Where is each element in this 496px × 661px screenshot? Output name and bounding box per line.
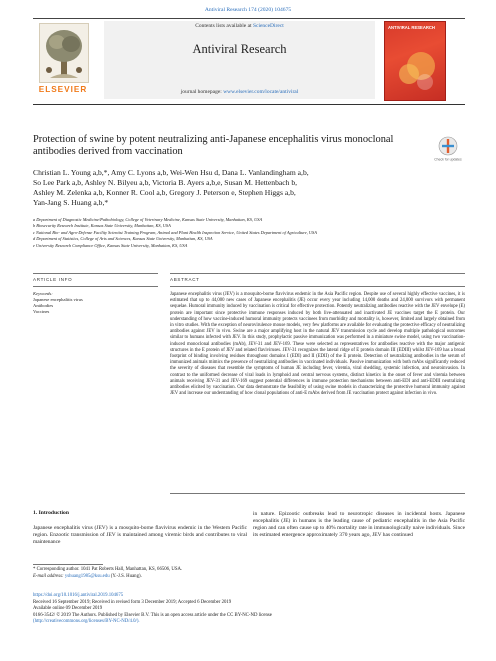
email-link[interactable]: yshuang1985@ksu.edu <box>64 573 110 579</box>
affiliation: a Department of Diagnostic Medicine/Pathobiology, College of Veterinary Medicine, Kansas State University, Manhattan, KS, USA <box>33 217 263 222</box>
journal-cover-image[interactable] <box>384 21 446 101</box>
affiliation-list <box>33 217 463 249</box>
crossmark-label: Check for updates <box>434 157 462 162</box>
homepage-prefix: journal homepage: <box>180 89 224 95</box>
keyword-item: Antibodies <box>33 302 54 308</box>
affiliation: d Department of Statistics, College of Arts and Sciences, Kansas State University, Manhattan, KS, USA <box>33 236 213 242</box>
elsevier-tree-icon <box>39 23 89 83</box>
journal-banner-background <box>104 21 375 99</box>
abstract-heading-rule <box>170 286 465 287</box>
received-dates: Received 16 September 2019; Received in revised form 3 December 2019; Accepted 6 December 2019 <box>33 599 232 605</box>
keywords-block <box>33 291 158 315</box>
corresponding-author-note: * Corresponding author. 1041 Pat Roberts Hall, Manhattan, KS, 66506, USA. <box>33 567 183 572</box>
crossmark-icon[interactable] <box>434 136 462 162</box>
email-label: E-mail address: <box>33 573 65 579</box>
author-line: Christian L. Young a,b,*, Amy C. Lyons a,b, Wei-Wen Hsu d, Dana L. Vanlandingham a,b, <box>33 168 309 177</box>
journal-homepage-link[interactable]: www.elsevier.com/locate/antiviral <box>223 89 299 95</box>
affiliation: e University Research Compliance Office, Kansas State University, Manhattan, KS, USA <box>33 242 188 248</box>
keyword-item: Japanese encephalitis virus <box>33 296 83 302</box>
introduction-heading: 1. Introduction <box>33 510 69 516</box>
journal-homepage-line <box>104 89 375 95</box>
contents-prefix: Contents lists available at <box>195 23 253 29</box>
license-link[interactable]: (http://creativecommons.org/licenses/BY-NC-ND/4.0/). <box>33 619 140 625</box>
footnote-rule <box>33 564 103 565</box>
header-bottom-rule <box>33 104 465 105</box>
author-line: Ashley M. Zelenka a,b, Konner R. Cool a,b, Gregory J. Peterson e, Stephen Higgs a,b, <box>33 188 296 197</box>
affiliation: c National Bio- and Agro-Defense Facility Scientist Training Program, Animal and Plant Health Inspection Service, United States Department of Agriculture, USA <box>33 229 317 235</box>
article-info-heading: ARTICLE INFO <box>33 277 73 282</box>
elsevier-logo[interactable] <box>33 21 93 99</box>
author-list <box>33 168 453 208</box>
abstract-top-rule <box>170 273 465 274</box>
journal-title: Antiviral Research <box>192 42 287 56</box>
keywords-label: Keywords: <box>33 291 53 296</box>
footnotes <box>33 567 413 580</box>
article-info-bottom-rule <box>33 286 158 287</box>
available-online-date: Available online 09 December 2019 <box>33 606 103 612</box>
abstract-heading: ABSTRACT <box>170 277 200 282</box>
article-history-block <box>33 593 463 626</box>
cover-title: ANTIVIRAL RESEARCH <box>388 25 435 30</box>
doi-link[interactable]: https://doi.org/10.1016/j.antiviral.2019.104675 <box>33 593 124 598</box>
author-line: So Lee Park a,b, Ashley N. Bilyeu a,b, Victoria B. Ayers a,b,e, Susan M. Hettenbach b, <box>33 178 298 187</box>
abstract-body: Japanese encephalitis virus (JEV) is a mosquito-borne flavivirus endemic in the Asia Pacific region. Despite use of several highly effective vaccines, it is estimated that up to 44,000 new cases of Japanese encephalitis (JE) occur every year including 14,000 deaths and 24,000 survivors with permanent sequelae. Humoral immunity induced by vaccination is critical for effective protection. Potently neutralizing antibodies reactive with the JEV envelope (E) protein are important since protective immune responses induced by both live-attenuated and inactivated JE vaccines target the E protein. Our understanding of how vaccine-induced humoral immunity protects vaccinees from morbidity and mortality is, however, limited and largely obtained from in vitro studies. With the exception of neurovirulence mouse models, very few platforms are available for evaluating the protective efficacy of neutralizing antibodies against JEV in vivo. Swine are a major amplifying host in the natural JEV transmission cycle and develop multiple pathological outcomes similar to humans infected with JEV. In this study, prophylactic passive immunization was performed in a miniature swine model, using two vaccination-induced monoclonal antibodies (mAb), JEV-31 and JEV-169. These were selected as representatives for antibodies reactive with the major antigenic structures in the E protein of JEV and related flaviviruses. JEV-31 recognizes the lateral ridge of E protein domain III (EDIII) whilst JEV-169 has a broad footprint of binding involving residues throughout domains I (EDI) and II (EDII) of the E protein. Detection of neutralizing antibodies in the serum of immunized animals mimics the presence of neutralizing antibodies in vaccinated individuals. Passive immunization with both mAbs significantly reduced the severity of diseases that resemble the symptoms of human JE including fever, viremia, viral shedding, systemic infection, and neuroinvasion. In contrast to the uniformed decrease of viral loads in lymphoid and central nervous systems, distinct kinetics in the onset of fever and viremia between animals receiving JEV-31 and JEV-169 suggest potential differences in immune protection mechanisms between anti-EDI and anti-EDIII neutralizing antibodies elicited by vaccination. Our data demonstrate the feasibility of using swine models in characterizing the protective humoral immunity against JEV and increase our understanding of how clonal populations of anti-E mAbs derived from JE vaccination protect against infection in vivo. <box>170 292 465 397</box>
header-top-rule <box>33 18 465 19</box>
keyword-item: Vaccines <box>33 308 50 314</box>
article-title: Protection of swine by potent neutralizing anti-Japanese encephalitis virus monoclonal antibodies derived from vaccination <box>33 134 394 158</box>
introduction-column-right: in nature. Epizootic outbreaks lead to neurotropic diseases in incidental hosts. Japanese encephalitis (JE) in humans is the leading cause of pediatric encephalitis in the Asia Pacific region and can often cause up to 40% mortality rate in immunologically naive individuals. Since its estimated emergence approximately 370 years ago, JEV has continued <box>253 511 465 539</box>
license-line: 0166-3542/ © 2019 The Authors. Published by Elsevier B.V. This is an open access article under the CC BY-NC-ND license <box>33 612 272 618</box>
affiliation: b Biosecurity Research Institute, Kansas State University, Manhattan, KS, USA <box>33 223 171 229</box>
email-note <box>33 574 413 581</box>
email-suffix: (Y.-J.S. Huang). <box>109 573 142 579</box>
author-line: Yan-Jang S. Huang a,b,* <box>33 198 109 207</box>
journal-reference[interactable]: Antiviral Research 174 (2020) 104675 <box>204 7 292 13</box>
sciencedirect-link[interactable]: ScienceDirect <box>252 23 284 29</box>
introduction-column-left: Japanese encephalitis virus (JEV) is a mosquito-borne flavivirus endemic in the Western Pacific region. Enzootic transmission of JEV is maintained among viremic birds and contributes to viral maintenance <box>33 525 247 546</box>
article-info-top-rule <box>33 273 158 274</box>
abstract-bottom-rule <box>170 493 465 494</box>
elsevier-wordmark: ELSEVIER <box>38 85 88 94</box>
contents-available-line <box>104 23 375 29</box>
